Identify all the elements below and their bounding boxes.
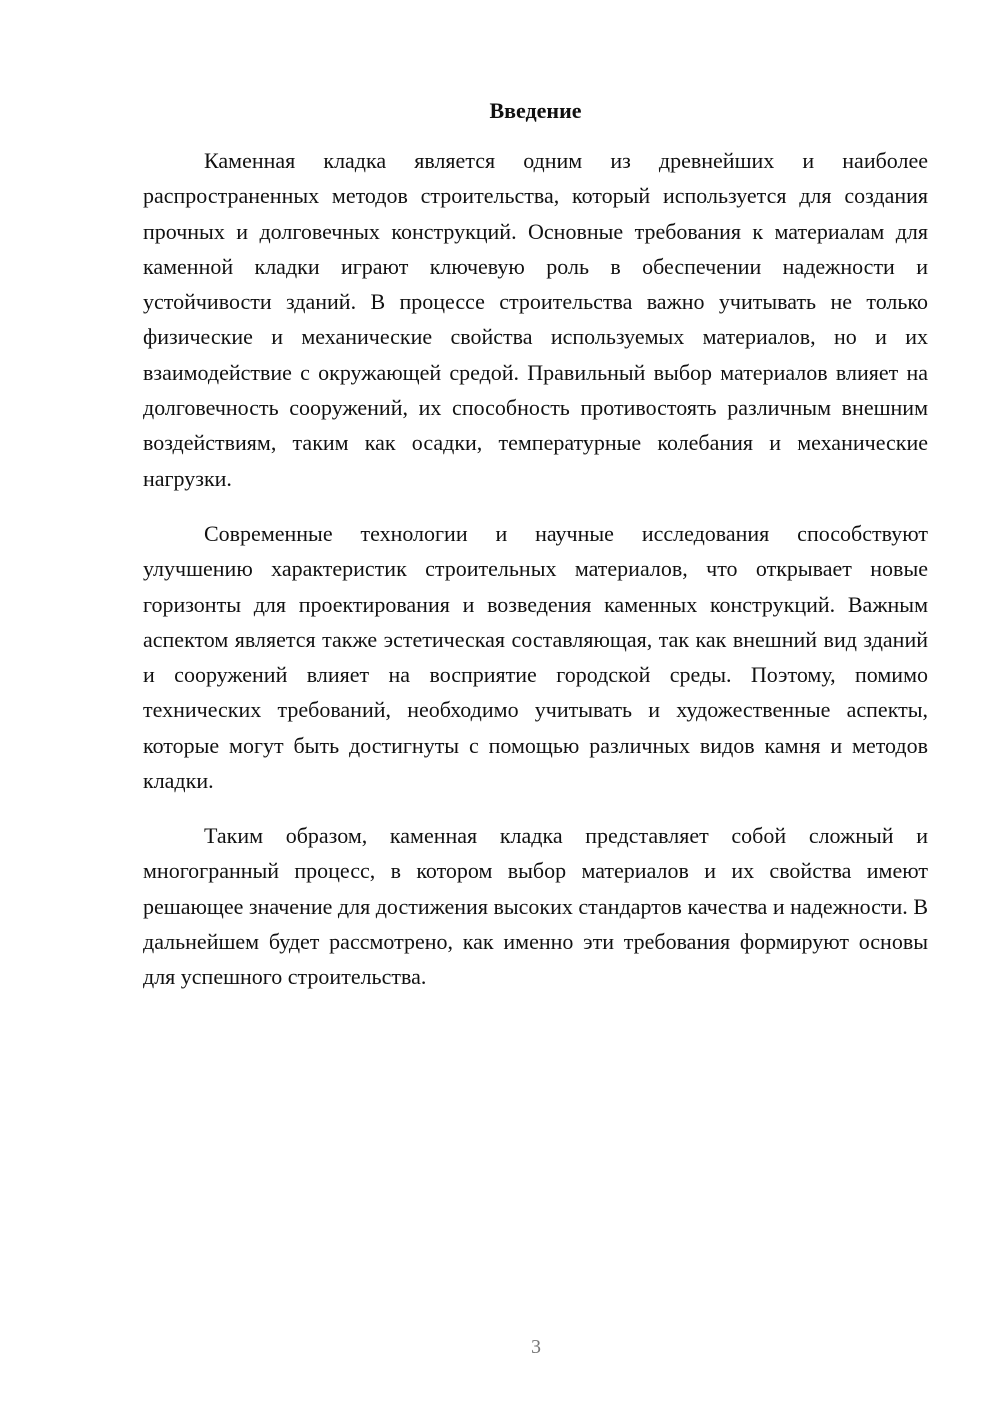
section-heading: Введение — [489, 98, 582, 123]
paragraph-3: Таким образом, каменная кладка представляет собой сложный и многогранный процесс, в котором выбор материалов и их свойства имеют решающее значение для достижения высоких стандартов качества и надежности. В дальнейшем будет рассмотрено, как именно эти требования формируют основы для успешного строительства. — [143, 823, 928, 990]
page-number: 3 — [531, 1336, 541, 1358]
paragraph-2: Современные технологии и научные исследования способствуют улучшению характеристик строительных материалов, что открывает новые горизонты для проектирования и возведения каменных конструкций. Важным аспектом является также эстетическая составляющая, так как внешний вид зданий и сооружений влияет на восприятие городской среды. Поэтому, помимо технических требований, необходимо учитывать и художественные аспекты, которые могут быть достигнуты с помощью различных видов камня и методов кладки. — [143, 521, 928, 794]
paragraph-1: Каменная кладка является одним из древнейших и наиболее распространенных методов строительства, который используется для создания прочных и долговечных конструкций. Основные требования к материалам для каменной кладки играют ключевую роль в обеспечении надежности и устойчивости зданий. В процессе строительства важно учитывать не только физические и механические свойства используемых материалов, но и их взаимодействие с окружающей средой. Правильный выбор материалов влияет на долговечность сооружений, их способность противостоять различным внешним воздействиям, таким как осадки, температурные колебания и механические нагрузки. — [143, 148, 928, 491]
